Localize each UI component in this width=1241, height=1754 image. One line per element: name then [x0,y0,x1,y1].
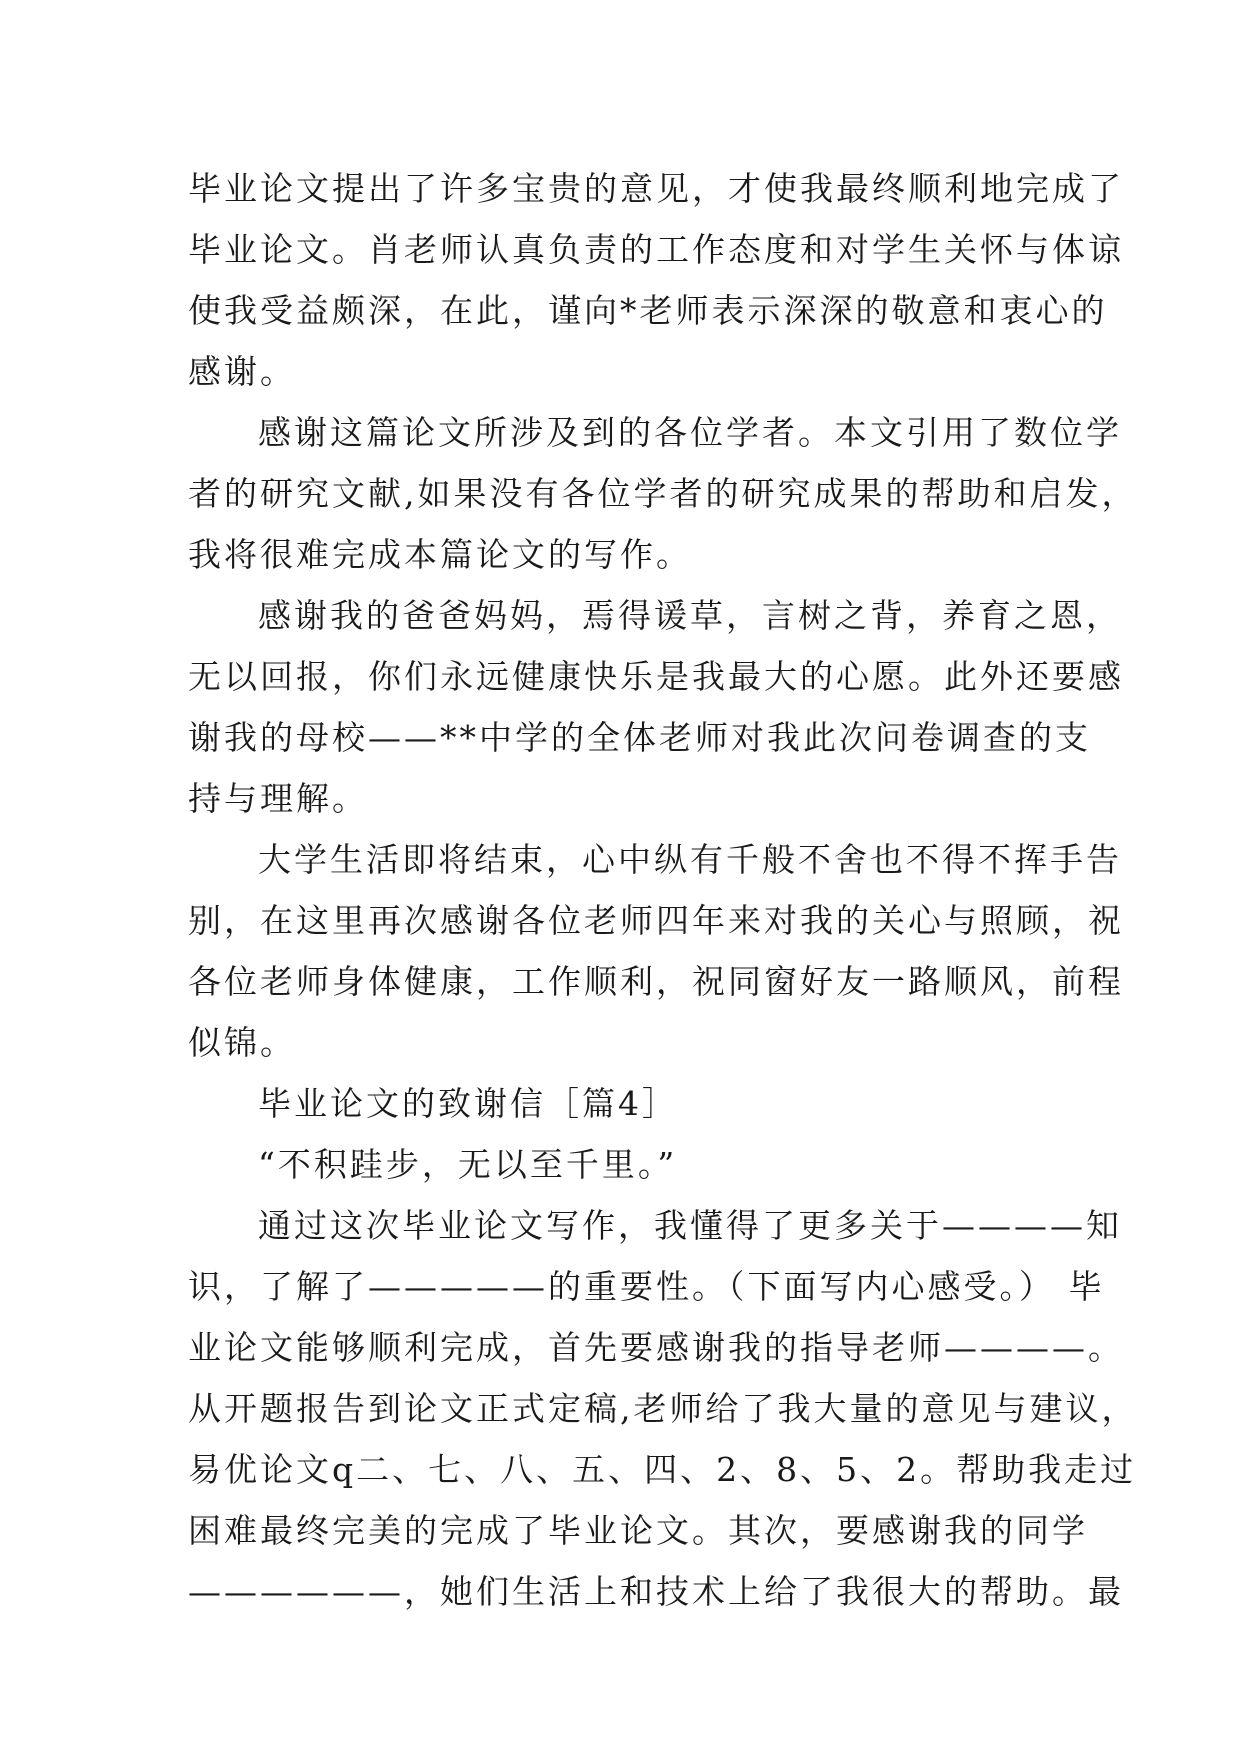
text-line: 各位老师身体健康，工作顺利，祝同窗好友一路顺风，前程 [188,962,1124,1001]
text-line: “不积跬步，无以至千里。” [258,1145,678,1184]
text-line: 从开题报告到论文正式定稿,老师给了我大量的意见与建议， [188,1389,1138,1428]
text-line: 困难最终完美的完成了毕业论文。其次，要感谢我的同学 [188,1511,1088,1550]
text-line: 毕业论文的致谢信［篇4］ [258,1084,678,1123]
text-line: 感谢。 [188,352,296,391]
text-line: 通过这次毕业论文写作，我懂得了更多关于————知 [258,1206,1122,1245]
text-line: 大学生活即将结束，心中纵有千般不舍也不得不挥手告 [258,840,1122,879]
text-line: 毕业论文。肖老师认真负责的工作态度和对学生关怀与体谅 [188,230,1124,269]
text-line: 无以回报，你们永远健康快乐是我最大的心愿。此外还要感 [188,657,1124,696]
text-line: 谢我的母校——**中学的全体老师对我此次问卷调查的支 [188,718,1091,757]
text-line: 持与理解。 [188,779,368,818]
text-line: 者的研究文献,如果没有各位学者的研究成果的帮助和启发， [188,474,1138,513]
text-line: 业论文能够顺利完成，首先要感谢我的指导老师————。 [188,1328,1124,1367]
text-line: 毕业论文提出了许多宝贵的意见，才使我最终顺利地完成了 [188,169,1124,208]
text-line: 我将很难完成本篇论文的写作。 [188,535,692,574]
text-line: 识，了解了—————的重要性。（下面写内心感受。） 毕 [188,1267,1105,1306]
document-body [188,158,1138,1622]
text-line: 别，在这里再次感谢各位老师四年来对我的关心与照顾，祝 [188,901,1124,940]
text-line: 感谢我的爸爸妈妈，焉得谖草，言树之背，养育之恩， [258,596,1122,635]
text-line: 似锦。 [188,1023,296,1062]
text-line: 使我受益颇深，在此，谨向*老师表示深深的敬意和衷心的 [188,291,1108,330]
text-line: 感谢这篇论文所涉及到的各位学者。本文引用了数位学 [258,413,1122,452]
text-line: ——————，她们生活上和技术上给了我很大的帮助。最 [188,1572,1124,1611]
text-line: 易优论文q二、七、八、五、四、2、8、5、2。帮助我走过 [188,1450,1137,1489]
